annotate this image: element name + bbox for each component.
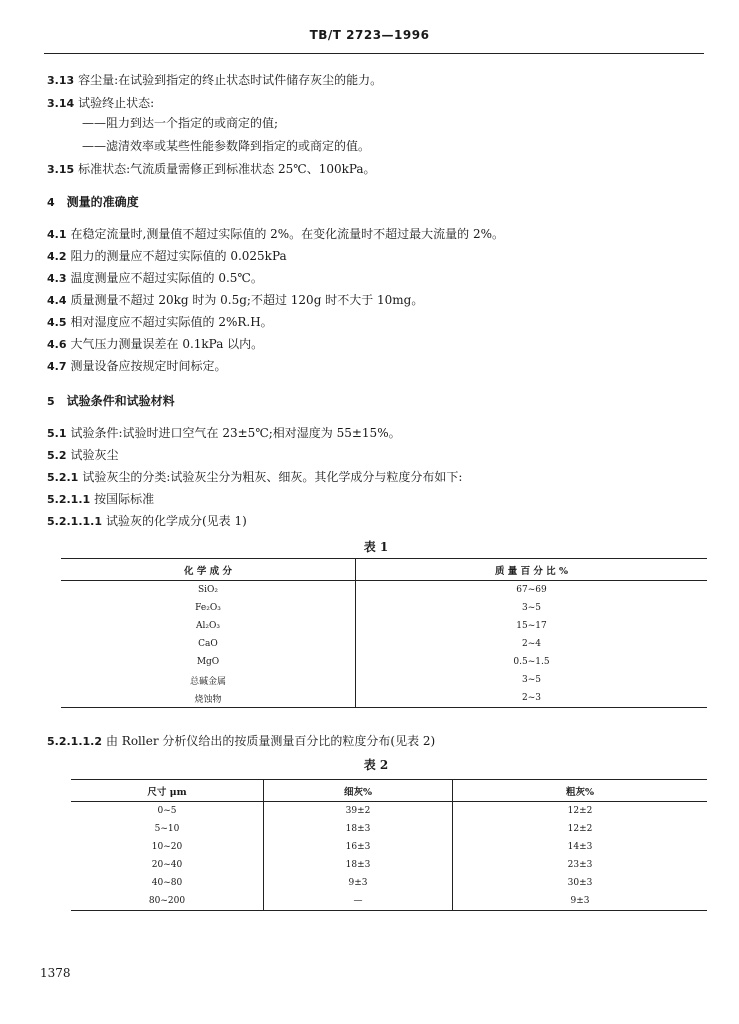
table-cell: Al₂O₃: [61, 617, 356, 635]
clause-text: 由 Roller 分析仪给出的按质量测量百分比的粒度分布(见表 2): [105, 734, 436, 748]
clause-text: ——阻力到达一个指定的或商定的值;: [82, 116, 279, 130]
clause-4-2: [47, 248, 287, 265]
clause-number: 3.13: [47, 74, 75, 87]
table-cell: 80~200: [71, 892, 264, 911]
clause-number: 4.3: [47, 272, 67, 285]
clause-number: 4.2: [47, 250, 67, 263]
table-cell: MgO: [61, 653, 356, 671]
clause-number: 5.1: [47, 427, 67, 440]
clause-number: 3.15: [47, 163, 75, 176]
table-cell: 12±2: [567, 824, 593, 834]
table-row: [61, 689, 707, 708]
clause-text: 阻力的测量应不超过实际值的 0.025kPa: [70, 249, 287, 263]
table-cell: 0~5: [71, 802, 264, 821]
header-divider: [44, 53, 704, 54]
table-cell: 3~5: [522, 603, 541, 613]
table-header-cell: 尺寸 μm: [71, 780, 264, 802]
clause-5-2-1-1-1: [47, 513, 247, 530]
clause-3-15: [47, 161, 376, 178]
page-number: 1378: [40, 966, 71, 980]
table-header-cell: 质 量 百 分 比 %: [356, 559, 708, 581]
table-row: [71, 838, 707, 856]
table-cell: 烧蚀物: [61, 689, 356, 708]
clause-number: 4.5: [47, 316, 67, 329]
clause-number: 3.14: [47, 97, 75, 110]
clause-5-2-1: [47, 469, 462, 486]
table-header-row: [61, 559, 707, 581]
clause-text: 按国际标准: [94, 492, 155, 506]
clause-number: 5.2.1.1.1: [47, 515, 102, 528]
section-5-heading: [47, 393, 175, 410]
page-header: TB/T 2723—1996: [309, 28, 430, 42]
clause-5-2-1-1-2: [47, 733, 435, 750]
table-cell: 总碱金属: [61, 671, 356, 689]
table-header-row: [71, 780, 707, 802]
clause-text: 测量设备应按规定时间标定。: [70, 359, 227, 373]
section-number: 5: [47, 395, 55, 408]
section-title: 测量的准确度: [66, 195, 139, 209]
table-cell: 67~69: [516, 585, 547, 595]
list-item-dash: [78, 115, 278, 131]
table-cell: 16±3: [264, 838, 453, 856]
table-cell: 18±3: [264, 820, 453, 838]
list-item-dash: [78, 138, 370, 154]
table-cell: 0.5~1.5: [513, 657, 550, 667]
clause-number: 4.6: [47, 338, 67, 351]
clause-5-1: [47, 425, 401, 442]
table-header-cell: 粗灰%: [453, 780, 708, 802]
clause-text: 在稳定流量时,测量值不超过实际值的 2%。在变化流量时不超过最大流量的 2%。: [70, 227, 505, 241]
table-row: [61, 671, 707, 689]
table-cell: 9±3: [570, 896, 590, 906]
clause-text: ——滤清效率或某些性能参数降到指定的或商定的值。: [82, 139, 371, 153]
table-cell: 12±2: [567, 806, 593, 816]
clause-text: 试验终止状态:: [78, 96, 155, 110]
table-row: [61, 617, 707, 635]
table2-caption: 表 2: [363, 758, 389, 772]
table-cell: 30±3: [567, 878, 593, 888]
table-cell: 3~5: [522, 675, 541, 685]
table-cell: 23±3: [567, 860, 593, 870]
clause-4-7: [47, 358, 227, 375]
table-cell: 15~17: [516, 621, 547, 631]
table-cell: Fe₂O₃: [61, 599, 356, 617]
clause-4-3: [47, 270, 263, 287]
table-cell: 2~3: [522, 693, 541, 703]
clause-3-13: [47, 72, 382, 89]
clause-text: 质量测量不超过 20kg 时为 0.5g;不超过 120g 时不大于 10mg。: [70, 293, 424, 307]
clause-number: 4.1: [47, 228, 67, 241]
section-4-heading: [47, 194, 139, 211]
clause-5-2: [47, 447, 119, 464]
table-cell: SiO₂: [61, 581, 356, 600]
table-header-cell: 化 学 成 分: [61, 559, 356, 581]
table-row: [71, 874, 707, 892]
table-cell: 40~80: [71, 874, 264, 892]
clause-4-4: [47, 292, 423, 309]
table-row: [71, 820, 707, 838]
table-row: [61, 653, 707, 671]
clause-text: 容尘量:在试验到指定的终止状态时试件储存灰尘的能力。: [78, 73, 383, 87]
table-row: [71, 892, 707, 911]
table-cell: 10~20: [71, 838, 264, 856]
table2-particle-size-distribution: [71, 779, 707, 911]
table-row: [71, 802, 707, 821]
table-row: [61, 581, 707, 600]
table-row: [61, 599, 707, 617]
table-cell: —: [264, 892, 453, 911]
clause-text: 试验条件:试验时进口空气在 23±5℃;相对湿度为 55±15%。: [70, 426, 401, 440]
table-cell: 2~4: [522, 639, 541, 649]
clause-4-5: [47, 314, 273, 331]
clause-text: 试验灰尘: [70, 448, 119, 462]
clause-text: 温度测量应不超过实际值的 0.5℃。: [70, 271, 263, 285]
clause-text: 相对湿度应不超过实际值的 2%R.H。: [70, 315, 273, 329]
clause-4-1: [47, 226, 504, 243]
table-cell: 39±2: [264, 802, 453, 821]
table-cell: 9±3: [264, 874, 453, 892]
table-cell: 18±3: [264, 856, 453, 874]
clause-text: 试验灰的化学成分(见表 1): [105, 514, 247, 528]
table1-chemical-composition: [61, 558, 707, 708]
clause-5-2-1-1: [47, 491, 154, 508]
clause-4-6: [47, 336, 263, 353]
clause-3-14: [47, 95, 154, 112]
table-cell: 20~40: [71, 856, 264, 874]
clause-number: 4.4: [47, 294, 67, 307]
table-cell: 5~10: [71, 820, 264, 838]
table-row: [61, 635, 707, 653]
clause-text: 大气压力测量误差在 0.1kPa 以内。: [70, 337, 264, 351]
section-number: 4: [47, 196, 55, 209]
clause-number: 5.2: [47, 449, 67, 462]
table-cell: 14±3: [567, 842, 593, 852]
section-title: 试验条件和试验材料: [66, 394, 175, 408]
table1-caption: 表 1: [363, 540, 389, 554]
clause-number: 5.2.1.1: [47, 493, 91, 506]
table-row: [71, 856, 707, 874]
clause-number: 5.2.1: [47, 471, 79, 484]
table-cell: CaO: [61, 635, 356, 653]
clause-text: 标准状态:气流质量需修正到标准状态 25℃、100kPa。: [78, 162, 376, 176]
clause-text: 试验灰尘的分类:试验灰尘分为粗灰、细灰。其化学成分与粒度分布如下:: [82, 470, 463, 484]
table-header-cell: 细灰%: [264, 780, 453, 802]
clause-number: 5.2.1.1.2: [47, 735, 102, 748]
clause-number: 4.7: [47, 360, 67, 373]
